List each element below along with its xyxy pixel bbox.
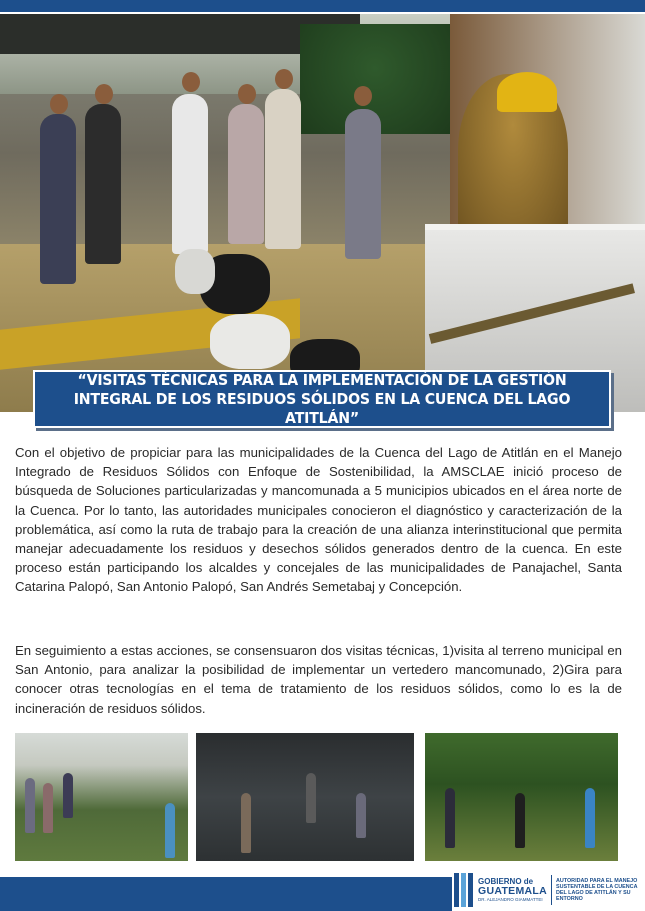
hero-person-head <box>354 86 372 106</box>
thumb-figure <box>306 773 316 823</box>
paragraph-1: Con el objetivo de propiciar para las municipalidades de la Cuenca del Lago de Atitlán en el Manejo Integrado de Residuos Sólidos con Enfoque de Sostenibilidad, la AMSCLAE inició proceso de búsqueda de Soluciones particularizadas y mancomunada a 5 municipios ubicados en el área norte de la Cuenca. Por lo tanto, las autoridades municipales conocieron el diagnóstico y caracterización de la problemática, así como la ruta de trabajo para la creación de una alianza interinstitucional que permita manejar adecuadamente los residuos y desechos sólidos generados dentro de la cuenca. En este proceso están participando los alcaldes y concejales de las municipalidades de Panajachel, Santa Catarina Palopó, San Antonio Palopó, San Andrés Semetabaj y Concepción. <box>15 445 622 595</box>
photo-thumbnail-3 <box>425 733 618 861</box>
title-banner <box>33 370 611 428</box>
hero-person <box>172 94 208 254</box>
hero-trash-bag <box>175 249 215 294</box>
hero-person <box>345 109 381 259</box>
hero-person-head <box>238 84 256 104</box>
bottom-bar <box>0 877 452 911</box>
hero-person <box>228 104 264 244</box>
thumb-figure <box>63 773 73 818</box>
thumb-figure <box>356 793 366 838</box>
thumb-figure <box>241 793 251 853</box>
hero-person-head <box>275 69 293 89</box>
hero-photo <box>0 14 645 412</box>
thumb-figure <box>445 788 455 848</box>
hero-person-head <box>95 84 113 104</box>
hero-worker-helmet <box>497 72 557 112</box>
photo-thumbnail-2 <box>196 733 414 861</box>
hero-person <box>85 104 121 264</box>
thumb-figure <box>43 783 53 833</box>
gobierno-line-1: GOBIERNO de <box>478 877 534 886</box>
gobierno-line-3: DR. ALEJANDRO GIAMMATTEI <box>478 896 543 902</box>
guatemala-flag-icon <box>454 873 473 907</box>
hero-trash-bag <box>210 314 290 369</box>
authority-name: AUTORIDAD PARA EL MANEJO SUSTENTABLE DE LA CUENCA DEL LAGO DE ATITLÁN Y SU ENTORNO <box>556 877 638 903</box>
hero-person-head <box>182 72 200 92</box>
gobierno-logo <box>478 878 547 902</box>
hero-person-head <box>50 94 68 114</box>
hero-person <box>40 114 76 284</box>
paragraph-2: En seguimiento a estas acciones, se consensuaron dos visitas técnicas, 1)visita al terreno municipal en San Antonio, para analizar la posibilidad de implementar un vertedero mancomunado, 2)Gira para conocer otras tecnologías en el tema de tratamiento de los residuos sólidos, como lo es la de incineración de residuos sólidos. <box>15 643 622 716</box>
footer-logos <box>452 869 645 911</box>
hero-person <box>265 89 301 249</box>
page-title: “VISITAS TÉCNICAS PARA LA IMPLEMENTACIÓN DE LA GESTIÓN INTEGRAL DE LOS RESIDUOS SÓLIDOS EN LA CUENCA DEL LAGO ATITLÁN” <box>73 370 571 427</box>
thumb-figure <box>515 793 525 848</box>
logo-separator <box>551 875 552 905</box>
gobierno-line-2: GUATEMALA <box>478 885 547 897</box>
thumb-figure <box>25 778 35 833</box>
thumb-figure <box>165 803 175 858</box>
thumb-figure <box>585 788 595 848</box>
top-bar <box>0 0 645 12</box>
photo-thumbnail-1 <box>15 733 188 861</box>
